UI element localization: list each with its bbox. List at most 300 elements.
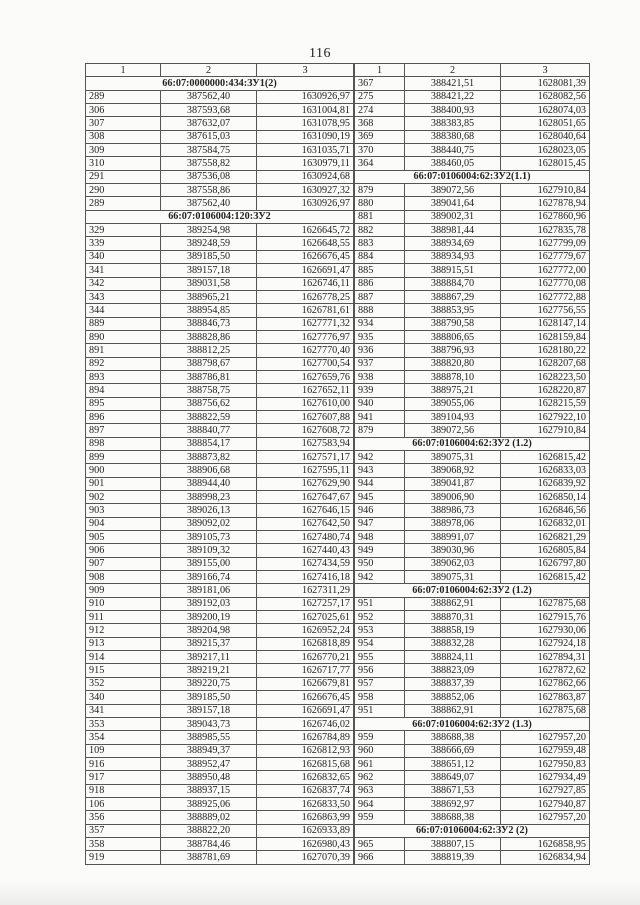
coordinate-y: 1626821,29 [501, 531, 590, 544]
table-row [86, 531, 354, 544]
coordinate-y: 1628159,84 [501, 330, 590, 343]
coordinate-x: 388460,05 [405, 157, 501, 170]
coordinate-y: 1627434,59 [257, 557, 354, 570]
coordinate-x: 389105,73 [161, 531, 257, 544]
coordinate-y: 1627646,15 [257, 504, 354, 517]
coordinate-x: 388978,06 [405, 517, 501, 530]
table-row [355, 344, 590, 357]
coordinate-y: 1627311,29 [257, 584, 354, 597]
point-number: 894 [86, 384, 161, 397]
coordinate-y: 1627930,06 [501, 624, 590, 637]
table-row [355, 651, 590, 664]
table-row [86, 104, 354, 117]
point-number: 946 [355, 504, 405, 517]
coordinate-x: 388380,68 [405, 130, 501, 143]
coordinate-y: 1627440,43 [257, 544, 354, 557]
table-row [86, 464, 354, 477]
table-row [355, 290, 590, 303]
point-number: 910 [86, 597, 161, 610]
coordinate-x: 388846,73 [161, 317, 257, 330]
point-number: 954 [355, 637, 405, 650]
coordinate-y: 1626839,92 [501, 477, 590, 490]
coordinate-y: 1627910,84 [501, 424, 590, 437]
section-title: 66:07:0106004:62:ЗУ2 (1.3) [355, 717, 590, 730]
coordinate-x: 389041,64 [405, 197, 501, 210]
coordinate-y: 1627480,74 [257, 531, 354, 544]
table-row [355, 144, 590, 157]
coordinate-y: 1627927,85 [501, 784, 590, 797]
point-number: 939 [355, 384, 405, 397]
coordinate-x: 388421,22 [405, 90, 501, 103]
coordinate-y: 1627910,84 [501, 184, 590, 197]
coordinate-y: 1630979,11 [257, 157, 354, 170]
point-number: 885 [355, 264, 405, 277]
table-row [86, 397, 354, 410]
coordinate-y: 1627607,88 [257, 410, 354, 423]
table-row [355, 184, 590, 197]
section-header-row [355, 717, 590, 730]
table-row [355, 811, 590, 824]
coordinate-y: 1626691,47 [257, 704, 354, 717]
point-number: 948 [355, 531, 405, 544]
table-row [86, 651, 354, 664]
coordinate-y: 1626858,95 [501, 837, 590, 850]
table-row [86, 851, 354, 864]
coordinate-x: 389104,93 [405, 410, 501, 423]
point-number: 951 [355, 704, 405, 717]
table-row [355, 397, 590, 410]
table-row [355, 384, 590, 397]
point-number: 953 [355, 624, 405, 637]
table-row [86, 717, 354, 730]
point-number: 898 [86, 437, 161, 450]
coordinate-x: 389072,56 [405, 184, 501, 197]
coordinate-y: 1626832,65 [257, 771, 354, 784]
coordinate-x: 388784,46 [161, 837, 257, 850]
coordinate-y: 1627875,68 [501, 704, 590, 717]
point-number: 274 [355, 104, 405, 117]
table-row [86, 571, 354, 584]
coordinate-y: 1627070,39 [257, 851, 354, 864]
table-row [86, 557, 354, 570]
table-row [355, 224, 590, 237]
table-row [355, 90, 590, 103]
coordinate-x: 388934,69 [405, 237, 501, 250]
coordinate-x: 389215,37 [161, 637, 257, 650]
table-row [86, 370, 354, 383]
coordinate-y: 1631004,81 [257, 104, 354, 117]
coordinate-y: 1627776,97 [257, 330, 354, 343]
table-row [86, 330, 354, 343]
point-number: 913 [86, 637, 161, 650]
table-row [355, 410, 590, 423]
point-number: 903 [86, 504, 161, 517]
coordinate-y: 1627950,83 [501, 757, 590, 770]
coordinate-x: 388998,23 [161, 491, 257, 504]
table-row [355, 531, 590, 544]
point-number: 963 [355, 784, 405, 797]
coordinate-x: 388915,51 [405, 264, 501, 277]
coordinate-x: 388756,62 [161, 397, 257, 410]
table-row [355, 797, 590, 810]
coordinate-x: 389002,31 [405, 210, 501, 223]
coordinate-x: 389062,03 [405, 557, 501, 570]
table-row [355, 370, 590, 383]
coordinate-x: 389075,31 [405, 450, 501, 463]
table-row [355, 237, 590, 250]
coordinate-x: 388421,51 [405, 77, 501, 90]
point-number: 364 [355, 157, 405, 170]
table-row [86, 517, 354, 530]
coordinate-x: 388952,47 [161, 757, 257, 770]
table-row [355, 731, 590, 744]
point-number: 344 [86, 304, 161, 317]
section-title: 66:07:0106004:120:ЗУ2 [86, 210, 354, 223]
section-header-row [86, 77, 354, 90]
point-number: 341 [86, 264, 161, 277]
coordinate-x: 388400,93 [405, 104, 501, 117]
coordinate-x: 388862,91 [405, 704, 501, 717]
point-number: 906 [86, 544, 161, 557]
coordinate-x: 387536,08 [161, 170, 257, 183]
point-number: 890 [86, 330, 161, 343]
table-row [355, 317, 590, 330]
table-row [355, 504, 590, 517]
table-row [86, 277, 354, 290]
coordinate-x: 388649,07 [405, 771, 501, 784]
point-number: 941 [355, 410, 405, 423]
coordinate-x: 389006,90 [405, 491, 501, 504]
coordinate-y: 1631078,95 [257, 117, 354, 130]
coordinate-y: 1627957,20 [501, 811, 590, 824]
coordinate-y: 1627940,87 [501, 797, 590, 810]
point-number: 882 [355, 224, 405, 237]
coordinate-x: 389075,31 [405, 571, 501, 584]
table-row [86, 691, 354, 704]
coordinate-x: 388807,15 [405, 837, 501, 850]
point-number: 900 [86, 464, 161, 477]
coordinate-y: 1626815,68 [257, 757, 354, 770]
table-row [355, 611, 590, 624]
coordinate-x: 389055,06 [405, 397, 501, 410]
table-row [355, 784, 590, 797]
coordinate-y: 1631090,19 [257, 130, 354, 143]
coordinates-table-left [85, 63, 354, 865]
point-number: 907 [86, 557, 161, 570]
coordinate-y: 1630926,97 [257, 90, 354, 103]
coordinate-y: 1628051,65 [501, 117, 590, 130]
coordinate-y: 1628015,45 [501, 157, 590, 170]
coordinate-x: 388822,59 [161, 410, 257, 423]
table-row [355, 357, 590, 370]
coordinate-y: 1627862,66 [501, 677, 590, 690]
point-number: 943 [355, 464, 405, 477]
coordinate-y: 1626837,74 [257, 784, 354, 797]
coordinate-x: 388840,77 [161, 424, 257, 437]
coordinate-y: 1627772,88 [501, 290, 590, 303]
point-number: 940 [355, 397, 405, 410]
point-number: 956 [355, 664, 405, 677]
coordinate-y: 1627770,08 [501, 277, 590, 290]
coordinate-tables [85, 63, 588, 865]
coordinate-y: 1630927,32 [257, 184, 354, 197]
table-row [86, 344, 354, 357]
coordinate-x: 389204,98 [161, 624, 257, 637]
coordinate-y: 1628081,39 [501, 77, 590, 90]
table-row [86, 477, 354, 490]
table-row [355, 544, 590, 557]
coordinate-y: 1627595,11 [257, 464, 354, 477]
point-number: 947 [355, 517, 405, 530]
point-number: 917 [86, 771, 161, 784]
point-number: 879 [355, 184, 405, 197]
table-row [86, 237, 354, 250]
coordinate-y: 1626833,03 [501, 464, 590, 477]
table-row [86, 90, 354, 103]
table-row [355, 130, 590, 143]
table-row [355, 424, 590, 437]
point-number: 945 [355, 491, 405, 504]
point-number: 342 [86, 277, 161, 290]
table-row [355, 450, 590, 463]
point-number: 308 [86, 130, 161, 143]
coordinate-y: 1626863,99 [257, 811, 354, 824]
table-row [355, 837, 590, 850]
coordinate-x: 389092,02 [161, 517, 257, 530]
coordinate-y: 1626781,61 [257, 304, 354, 317]
coordinate-y: 1628180,22 [501, 344, 590, 357]
table-row [86, 250, 354, 263]
coordinate-y: 1627922,10 [501, 410, 590, 423]
point-number: 370 [355, 144, 405, 157]
coordinate-y: 1628074,03 [501, 104, 590, 117]
point-number: 965 [355, 837, 405, 850]
table-row [355, 571, 590, 584]
coordinate-x: 388985,55 [161, 731, 257, 744]
coordinate-x: 388671,53 [405, 784, 501, 797]
table-row [86, 837, 354, 850]
point-number: 353 [86, 717, 161, 730]
coordinate-x: 387562,40 [161, 90, 257, 103]
coordinate-x: 388758,75 [161, 384, 257, 397]
point-number: 959 [355, 811, 405, 824]
coordinate-x: 388937,15 [161, 784, 257, 797]
coordinate-x: 388383,85 [405, 117, 501, 130]
coordinates-table-right [354, 63, 590, 865]
coordinate-y: 1628220,87 [501, 384, 590, 397]
coordinate-x: 388950,48 [161, 771, 257, 784]
coordinate-x: 387562,40 [161, 197, 257, 210]
point-number: 368 [355, 117, 405, 130]
table-row [86, 317, 354, 330]
point-number: 914 [86, 651, 161, 664]
point-number: 306 [86, 104, 161, 117]
coordinate-y: 1627025,61 [257, 611, 354, 624]
coordinate-y: 1626933,89 [257, 824, 354, 837]
point-number: 911 [86, 611, 161, 624]
coordinate-x: 387558,82 [161, 157, 257, 170]
table-row [355, 664, 590, 677]
table-row [86, 637, 354, 650]
point-number: 367 [355, 77, 405, 90]
coordinate-x: 388823,09 [405, 664, 501, 677]
section-header-row [355, 170, 590, 183]
coordinate-y: 1626746,11 [257, 277, 354, 290]
coordinate-y: 1627770,40 [257, 344, 354, 357]
coordinate-y: 1628040,64 [501, 130, 590, 143]
table-row [355, 264, 590, 277]
coordinate-x: 389157,18 [161, 704, 257, 717]
point-number: 891 [86, 344, 161, 357]
table-row [355, 117, 590, 130]
table-row [86, 744, 354, 757]
table-row [86, 771, 354, 784]
point-number: 309 [86, 144, 161, 157]
coordinate-y: 1627608,72 [257, 424, 354, 437]
coordinate-y: 1627872,62 [501, 664, 590, 677]
point-number: 358 [86, 837, 161, 850]
coordinate-y: 1627771,32 [257, 317, 354, 330]
coordinate-x: 388965,21 [161, 290, 257, 303]
coordinate-x: 389155,00 [161, 557, 257, 570]
point-number: 919 [86, 851, 161, 864]
point-number: 904 [86, 517, 161, 530]
coordinate-x: 388798,67 [161, 357, 257, 370]
coordinate-y: 1626717,77 [257, 664, 354, 677]
coordinate-x: 388828,86 [161, 330, 257, 343]
coordinate-x: 388440,75 [405, 144, 501, 157]
table-row [355, 677, 590, 690]
point-number: 960 [355, 744, 405, 757]
table-row [355, 557, 590, 570]
coordinate-y: 1628023,05 [501, 144, 590, 157]
coordinate-x: 389220,75 [161, 677, 257, 690]
coordinate-y: 1627875,68 [501, 597, 590, 610]
coordinate-y: 1626834,94 [501, 851, 590, 864]
coordinate-x: 388870,31 [405, 611, 501, 624]
table-row [355, 157, 590, 170]
coordinate-y: 1627894,31 [501, 651, 590, 664]
point-number: 352 [86, 677, 161, 690]
coordinate-x: 388781,69 [161, 851, 257, 864]
point-number: 937 [355, 357, 405, 370]
table-row [355, 704, 590, 717]
coordinate-y: 1626952,24 [257, 624, 354, 637]
table-row [355, 624, 590, 637]
coordinate-x: 389030,96 [405, 544, 501, 557]
table-row [355, 744, 590, 757]
point-number: 908 [86, 571, 161, 584]
point-number: 357 [86, 824, 161, 837]
section-title: 66:07:0106004:62:ЗУ2(1.1) [355, 170, 590, 183]
section-header-row [355, 824, 590, 837]
coordinate-y: 1626645,72 [257, 224, 354, 237]
table-row [86, 184, 354, 197]
point-number: 915 [86, 664, 161, 677]
point-number: 936 [355, 344, 405, 357]
point-number: 952 [355, 611, 405, 624]
coordinate-x: 388944,40 [161, 477, 257, 490]
coordinate-x: 388854,17 [161, 437, 257, 450]
coordinate-x: 389068,92 [405, 464, 501, 477]
section-header-row [86, 210, 354, 223]
coordinate-y: 1630924,68 [257, 170, 354, 183]
table-row [86, 611, 354, 624]
table-row [355, 304, 590, 317]
point-number: 329 [86, 224, 161, 237]
coordinate-x: 388925,06 [161, 797, 257, 810]
point-number: 966 [355, 851, 405, 864]
coordinate-y: 1627957,20 [501, 731, 590, 744]
point-number: 340 [86, 691, 161, 704]
coordinate-x: 388832,28 [405, 637, 501, 650]
point-number: 883 [355, 237, 405, 250]
point-number: 356 [86, 811, 161, 824]
coordinate-x: 388884,70 [405, 277, 501, 290]
right-header-row [355, 64, 590, 77]
table-row [355, 771, 590, 784]
table-row [86, 584, 354, 597]
point-number: 343 [86, 290, 161, 303]
table-row [86, 357, 354, 370]
coordinate-y: 1628082,56 [501, 90, 590, 103]
coordinate-x: 388688,38 [405, 731, 501, 744]
point-number: 307 [86, 117, 161, 130]
table-row [355, 477, 590, 490]
coordinate-y: 1626980,43 [257, 837, 354, 850]
point-number: 916 [86, 757, 161, 770]
point-number: 369 [355, 130, 405, 143]
point-number: 886 [355, 277, 405, 290]
point-number: 961 [355, 757, 405, 770]
table-row [86, 437, 354, 450]
table-row [86, 384, 354, 397]
coordinate-x: 388837,39 [405, 677, 501, 690]
point-number: 938 [355, 370, 405, 383]
coordinate-x: 388651,12 [405, 757, 501, 770]
coordinate-x: 389157,18 [161, 264, 257, 277]
coordinate-x: 388954,85 [161, 304, 257, 317]
point-number: 942 [355, 571, 405, 584]
point-number: 289 [86, 197, 161, 210]
table-row [86, 144, 354, 157]
point-number: 310 [86, 157, 161, 170]
coordinate-x: 388806,65 [405, 330, 501, 343]
coordinate-y: 1626679,81 [257, 677, 354, 690]
point-number: 884 [355, 250, 405, 263]
point-number: 942 [355, 450, 405, 463]
point-number: 899 [86, 450, 161, 463]
coordinate-y: 1627647,67 [257, 491, 354, 504]
coordinate-y: 1626784,89 [257, 731, 354, 744]
point-number: 944 [355, 477, 405, 490]
coordinate-x: 388934,93 [405, 250, 501, 263]
coordinate-x: 388878,10 [405, 370, 501, 383]
point-number: 912 [86, 624, 161, 637]
table-row [86, 824, 354, 837]
coordinate-y: 1627934,49 [501, 771, 590, 784]
coordinate-y: 1627257,17 [257, 597, 354, 610]
point-number: 959 [355, 731, 405, 744]
coordinate-y: 1626833,50 [257, 797, 354, 810]
coordinate-y: 1631035,71 [257, 144, 354, 157]
coordinate-y: 1627629,90 [257, 477, 354, 490]
coordinate-x: 388986,73 [405, 504, 501, 517]
coordinate-y: 1627700,54 [257, 357, 354, 370]
table-row [86, 157, 354, 170]
coordinate-y: 1627878,94 [501, 197, 590, 210]
table-row [355, 491, 590, 504]
